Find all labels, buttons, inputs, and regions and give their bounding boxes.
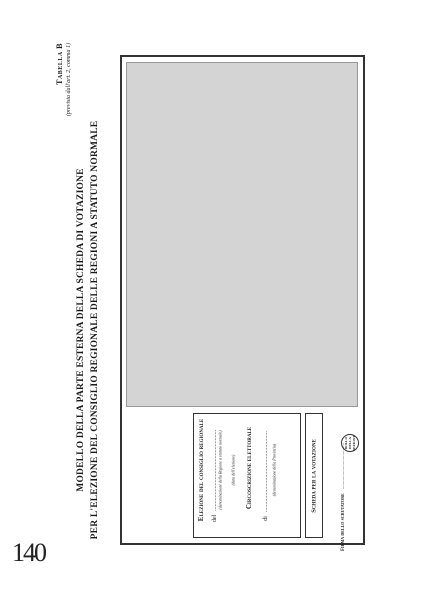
tabella-label: Tabella B bbox=[55, 43, 64, 85]
document-title bbox=[76, 120, 116, 540]
seal-text: BOLLO DELLA SEZIONE bbox=[344, 435, 356, 451]
region-hint: (denominazione della Regione a statuto normale) bbox=[217, 430, 223, 510]
del-label: del bbox=[212, 514, 218, 523]
ballot-gray-area bbox=[126, 62, 358, 407]
del-dots: ...................................................... bbox=[212, 429, 218, 511]
firma-dots: ..................................... bbox=[341, 442, 346, 490]
election-heading: Elezione del consiglio regionale bbox=[197, 418, 205, 522]
province-hint: (denominazione della Provincia) bbox=[271, 443, 277, 497]
date-hint: (data dell'elezione) bbox=[230, 454, 236, 486]
di-line bbox=[254, 431, 272, 521]
di-dots: ...................................................... bbox=[263, 431, 269, 513]
title-line-2: PER L'ELEZIONE DEL CONSIGLIO REGIONALE DELLE REGIONI A STATUTO NORMALE bbox=[90, 120, 100, 540]
title-line-1: MODELLO DELLA PARTE ESTERNA DELLA SCHEDA DI VOTAZIONE bbox=[76, 168, 86, 492]
tabella-note: (prevista dall'art. 2, comma 1) bbox=[66, 43, 72, 117]
page-number: 140 bbox=[12, 538, 45, 567]
scheda-label: Scheda per la votazione bbox=[310, 439, 318, 513]
firma-label: Firma dello scrutatore bbox=[341, 493, 346, 552]
firma-line bbox=[331, 443, 349, 551]
di-label: di bbox=[263, 516, 269, 521]
circoscrizione-heading: Circoscrizione elettorale bbox=[245, 426, 253, 510]
